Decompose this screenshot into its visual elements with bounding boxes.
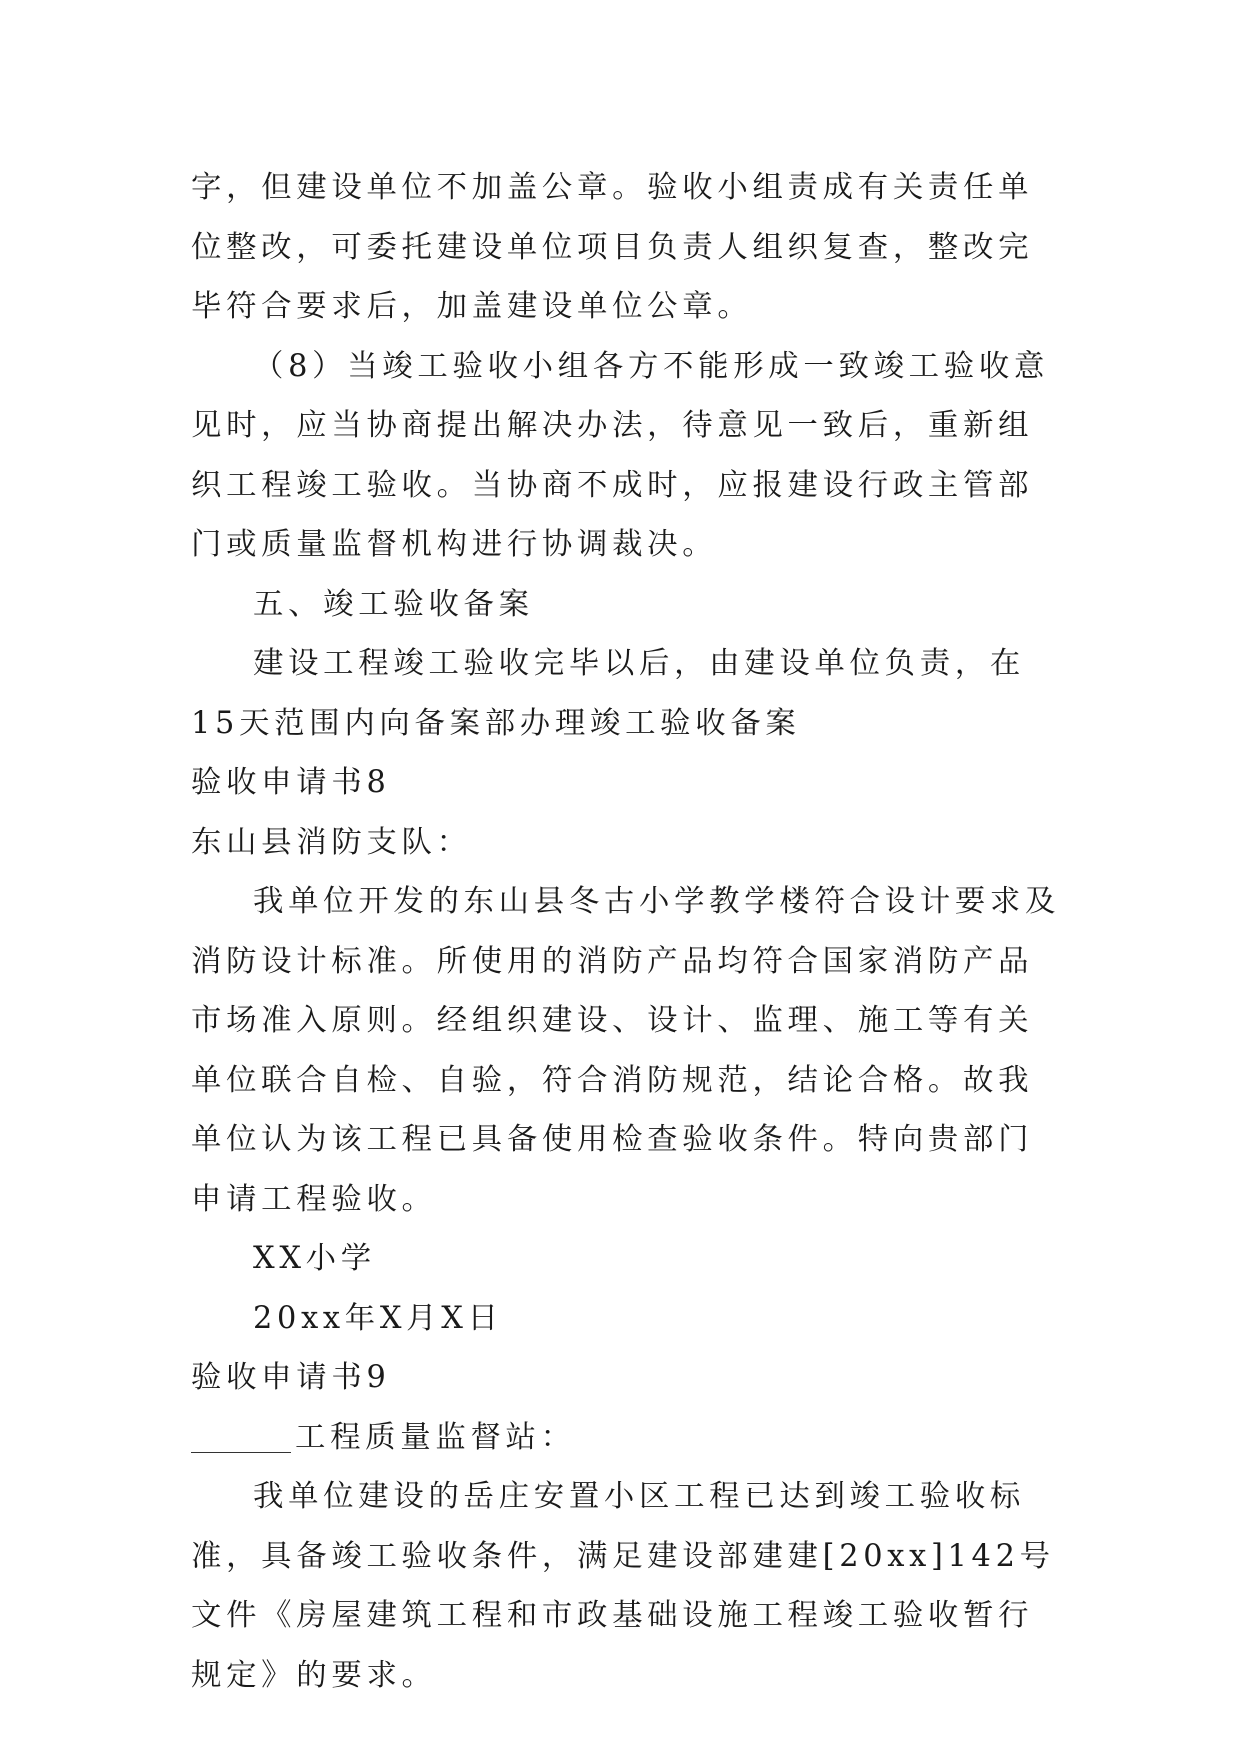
paragraph-item-8: （8）当竣工验收小组各方不能形成一致竣工验收意见时，应当协商提出解决办法，待意见一致后，重新组织工程竣工验收。当协商不成时，应报建设行政主管部门或质量监督机构进行协调裁决。 bbox=[191, 348, 1050, 562]
paragraph-rectification: 字，但建设单位不加盖公章。验收小组责成有关责任单位整改，可委托建设单位项目负责人组织复查，整改完毕符合要求后，加盖建设单位公章。 bbox=[191, 170, 1034, 324]
application-body-9: 我单位建设的岳庄安置小区工程已达到竣工验收标准，具备竣工验收条件，满足建设部建建[20xx]142号文件《房屋建筑工程和市政基础设施工程竣工验收暂行规定》的要求。 bbox=[191, 1479, 1055, 1693]
paragraph-filing: 建设工程竣工验收完毕以后，由建设单位负责，在15天范围内向备案部办理竣工验收备案 bbox=[191, 646, 1025, 741]
addressee-8: 东山县消防支队： bbox=[191, 824, 472, 860]
addressee-9 bbox=[191, 1408, 1061, 1468]
application-title-9: 验收申请书9 bbox=[191, 1360, 391, 1395]
application-title-8: 验收申请书8 bbox=[191, 765, 391, 800]
section-heading-filing: 五、竣工验收备案 bbox=[253, 586, 534, 622]
addressee-9-text: 工程质量监督站： bbox=[295, 1419, 576, 1455]
document-body bbox=[191, 158, 1061, 1705]
signer-8: XX小学 bbox=[253, 1241, 376, 1276]
date-8: 20xx年X月X日 bbox=[253, 1300, 503, 1336]
application-body-8: 我单位开发的东山县冬古小学教学楼符合设计要求及消防设计标准。所使用的消防产品均符合国家消防产品市场准入原则。经组织建设、设计、监理、施工等有关单位联合自检、自验，符合消防规范，结论合格。故我单位认为该工程已具备使用检查验收条件。特向贵部门申请工程验收。 bbox=[191, 884, 1061, 1217]
fill-in-blank-line bbox=[191, 1422, 291, 1453]
